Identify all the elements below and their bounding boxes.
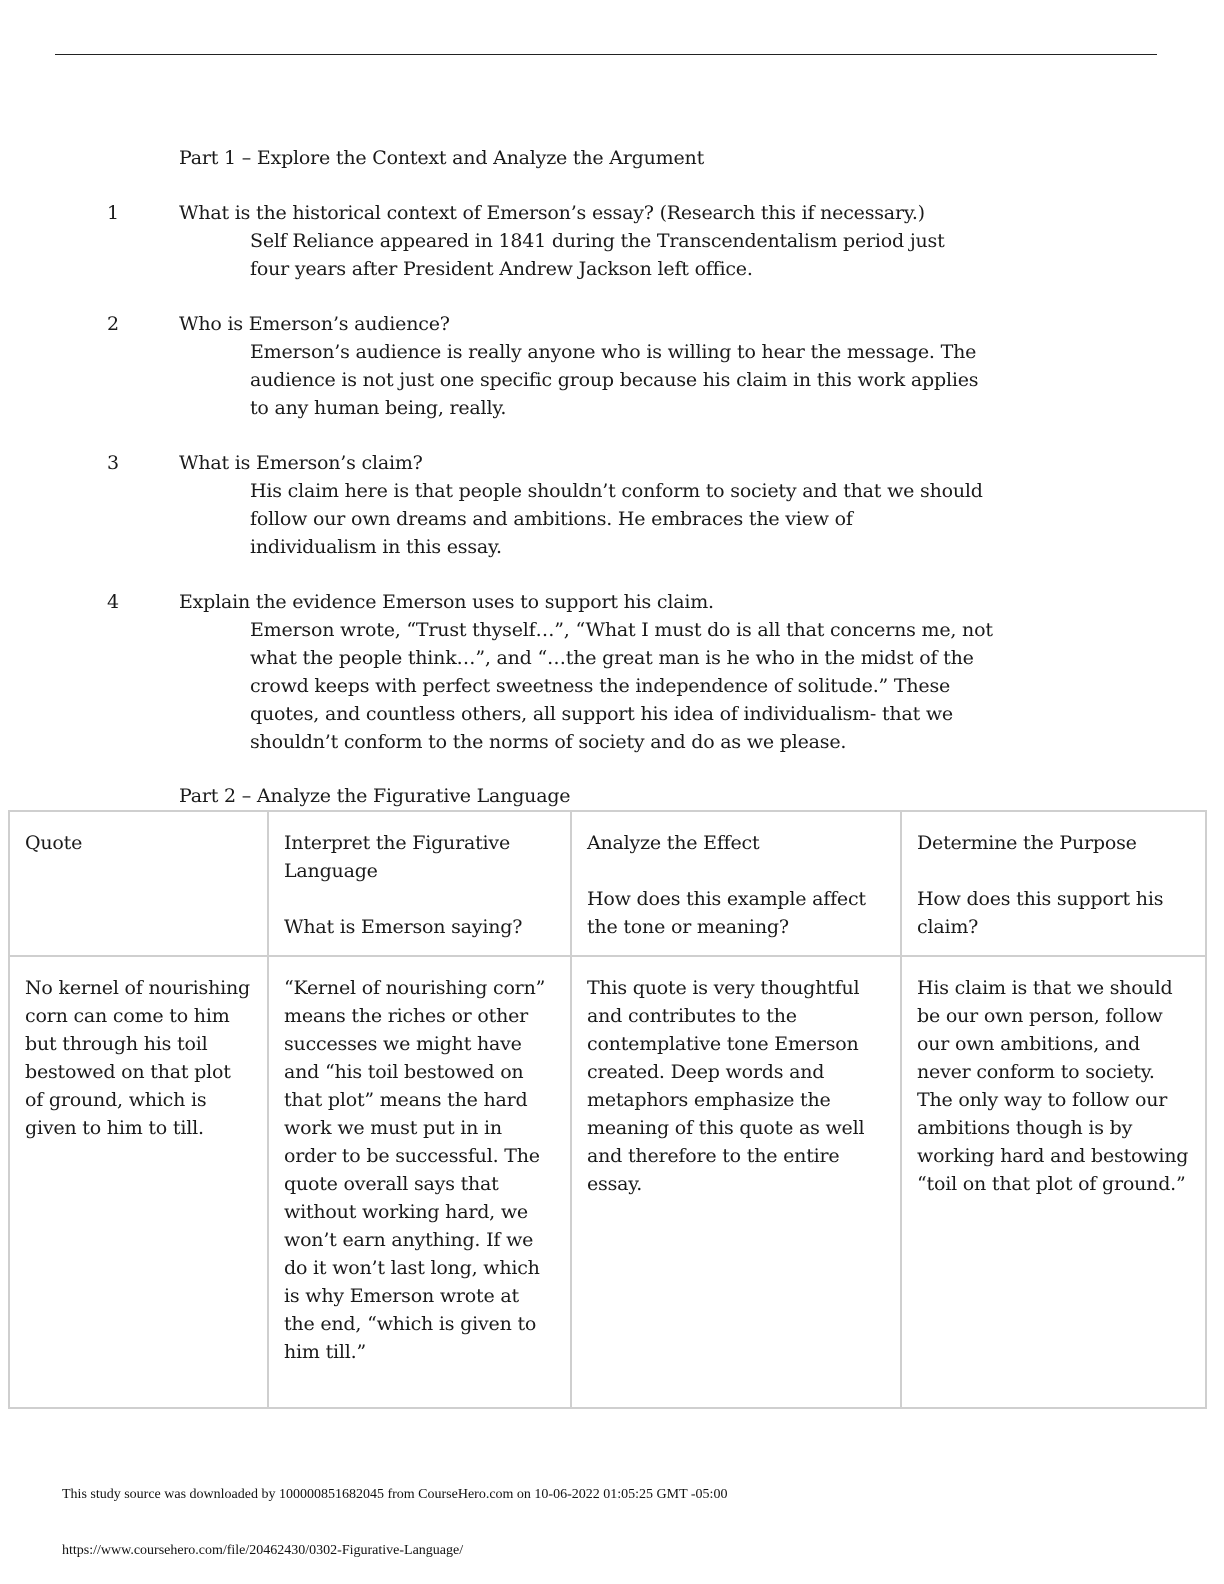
figurative-language-table (8, 810, 1207, 1409)
header-cell-quote (9, 811, 268, 956)
answer-3-line: follow our own dreams and ambitions. He embraces the view of (250, 508, 853, 530)
header-subtitle: How does this support his claim? (917, 888, 1164, 938)
answer-4-line: quotes, and countless others, all support his idea of individualism- that we (250, 703, 953, 725)
answer-4-line: what the people think…”, and “…the great man is he who in the midst of the (250, 647, 974, 669)
header-title: Quote (25, 832, 83, 854)
answer-4-line: shouldn’t conform to the norms of society and do as we please. (250, 731, 847, 753)
question-number-4: 4 (107, 591, 119, 613)
part2-heading: Part 2 – Analyze the Figurative Language (179, 785, 571, 807)
header-cell-interpret (268, 811, 571, 956)
question-1-text: What is the historical context of Emerson’s essay? (Research this if necessary.) (179, 202, 925, 224)
question-2-text: Who is Emerson’s audience? (179, 313, 450, 335)
answer-1-line: four years after President Andrew Jackson left office. (250, 258, 753, 280)
footer-source-line: This study source was downloaded by 100000851682045 from CourseHero.com on 10-06-2022 01:05:25 GMT -05:00 (62, 1487, 728, 1502)
answer-3-line: His claim here is that people shouldn’t conform to society and that we should (250, 480, 983, 502)
footer-url[interactable]: https://www.coursehero.com/file/20462430/0302-Figurative-Language/ (62, 1543, 464, 1558)
table-header-row (9, 811, 1206, 956)
header-subtitle: What is Emerson saying? (284, 916, 523, 938)
question-number-1: 1 (107, 202, 119, 224)
analyze-cell: This quote is very thoughtful and contributes to the contemplative tone Emerson created. Deep words and metaphors emphasize the meaning of this quote as well and therefore to the entire essay. (571, 956, 901, 1408)
header-cell-purpose (901, 811, 1206, 956)
header-title: Analyze the Effect (587, 832, 760, 854)
question-number-2: 2 (107, 313, 119, 335)
answer-2-line: audience is not just one specific group because his claim in this work applies (250, 369, 979, 391)
answer-4 (250, 616, 1040, 756)
answer-1-line: Self Reliance appeared in 1841 during the Transcendentalism period just (250, 230, 945, 252)
interpret-cell: “Kernel of nourishing corn” means the riches or other successes we might have and “his toil bestowed on that plot” means the hard work we must put in in order to be successful. The quote overall says that without working hard, we won’t earn anything. If we do it won’t last long, which is why Emerson wrote at the end, “which is given to him till.” (268, 956, 571, 1408)
table-row (9, 956, 1206, 1408)
part1-heading: Part 1 – Explore the Context and Analyze the Argument (179, 147, 704, 169)
top-horizontal-rule (55, 54, 1157, 55)
quote-cell: No kernel of nourishing corn can come to him but through his toil bestowed on that plot of ground, which is given to him to till. (9, 956, 268, 1408)
purpose-cell: His claim is that we should be our own person, follow our own ambitions, and never conform to society. The only way to follow our ambitions though is by working hard and bestowing “toil on that plot of ground.” (901, 956, 1206, 1408)
answer-1 (250, 227, 1040, 283)
question-4-text: Explain the evidence Emerson uses to support his claim. (179, 591, 714, 613)
header-cell-analyze (571, 811, 901, 956)
answer-3-line: individualism in this essay. (250, 536, 502, 558)
header-subtitle: How does this example affect the tone or meaning? (587, 888, 866, 938)
answer-4-line: crowd keeps with perfect sweetness the independence of solitude.” These (250, 675, 951, 697)
question-3-text: What is Emerson’s claim? (179, 452, 423, 474)
answer-4-line: Emerson wrote, “Trust thyself…”, “What I must do is all that concerns me, not (250, 619, 993, 641)
answer-2 (250, 338, 1040, 422)
answer-2-line: to any human being, really. (250, 397, 507, 419)
answer-3 (250, 477, 1040, 561)
answer-2-line: Emerson’s audience is really anyone who is willing to hear the message. The (250, 341, 977, 363)
question-number-3: 3 (107, 452, 119, 474)
header-title: Determine the Purpose (917, 832, 1137, 854)
header-title: Interpret the Figurative Language (284, 832, 510, 882)
